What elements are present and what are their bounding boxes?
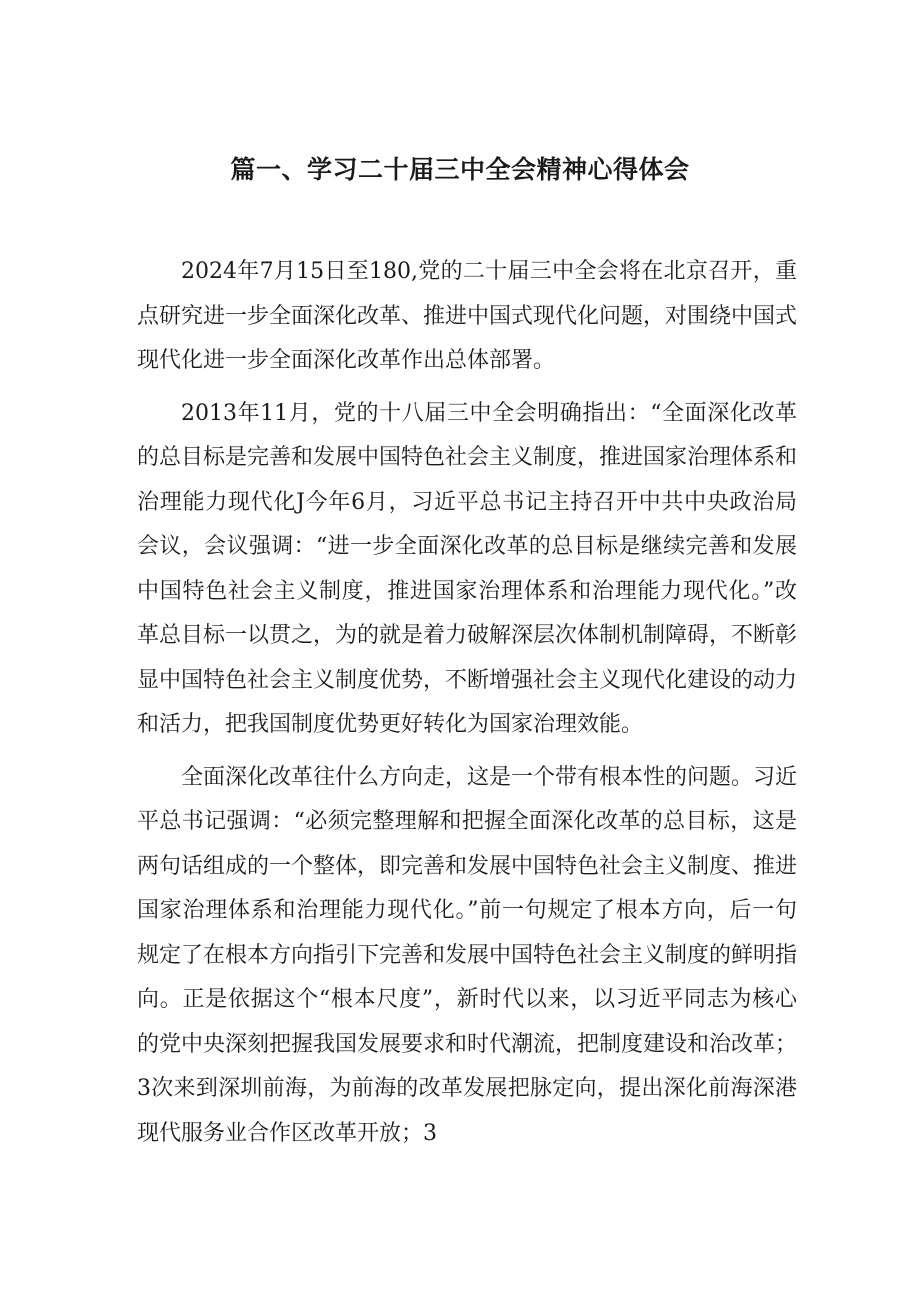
paragraph-3: 全面深化改革往什么方向走，这是一个带有根本性的问题。习近平总书记强调：“必须完整理解和把握全面深化改革的总目标，这是两句话组成的一个整体，即完善和发展中国特色社会主义制度、推进国家治理体系和治理能力现代化。”前一句规定了根本方向，后一句规定了在根本方向指引下完善和发展中国特色社会主义制度的鲜明指向。正是依据这个“根本尺度”，新时代以来，以习近平同志为核心的党中央深刻把握我国发展要求和时代潮流，把制度建设和治改革；3次来到深圳前海，为前海的改革发展把脉定向，提出深化前海深港现代服务业合作区改革开放；3	[137, 764, 798, 1146]
paragraph-2: 2013年11月，党的十八届三中全会明确指出：“全面深化改革的总目标是完善和发展中国特色社会主义制度，推进国家治理体系和治理能力现代化J今年6月，习近平总书记主持召开中共中央政治局会议，会议强调：“进一步全面深化改革的总目标是继续完善和发展中国特色社会主义制度，推进国家治理体系和治理能力现代化。”改革总目标一以贯之，为的就是着力破解深层次体制机制障碍，不断彰显中国特色社会主义制度优势，不断增强社会主义现代化建设的动力和活力，把我国制度优势更好转化为国家治理效能。	[137, 400, 798, 737]
paragraph-1: 2024年7月15日至180,党的二十届三中全会将在北京召开，重点研究进一步全面深化改革、推进中国式现代化问题，对围绕中国式现代化进一步全面深化改革作出总体部署。	[137, 259, 798, 373]
document-title: 篇一、学习二十届三中全会精神心得体会	[230, 155, 690, 184]
document-body	[137, 250, 797, 1164]
